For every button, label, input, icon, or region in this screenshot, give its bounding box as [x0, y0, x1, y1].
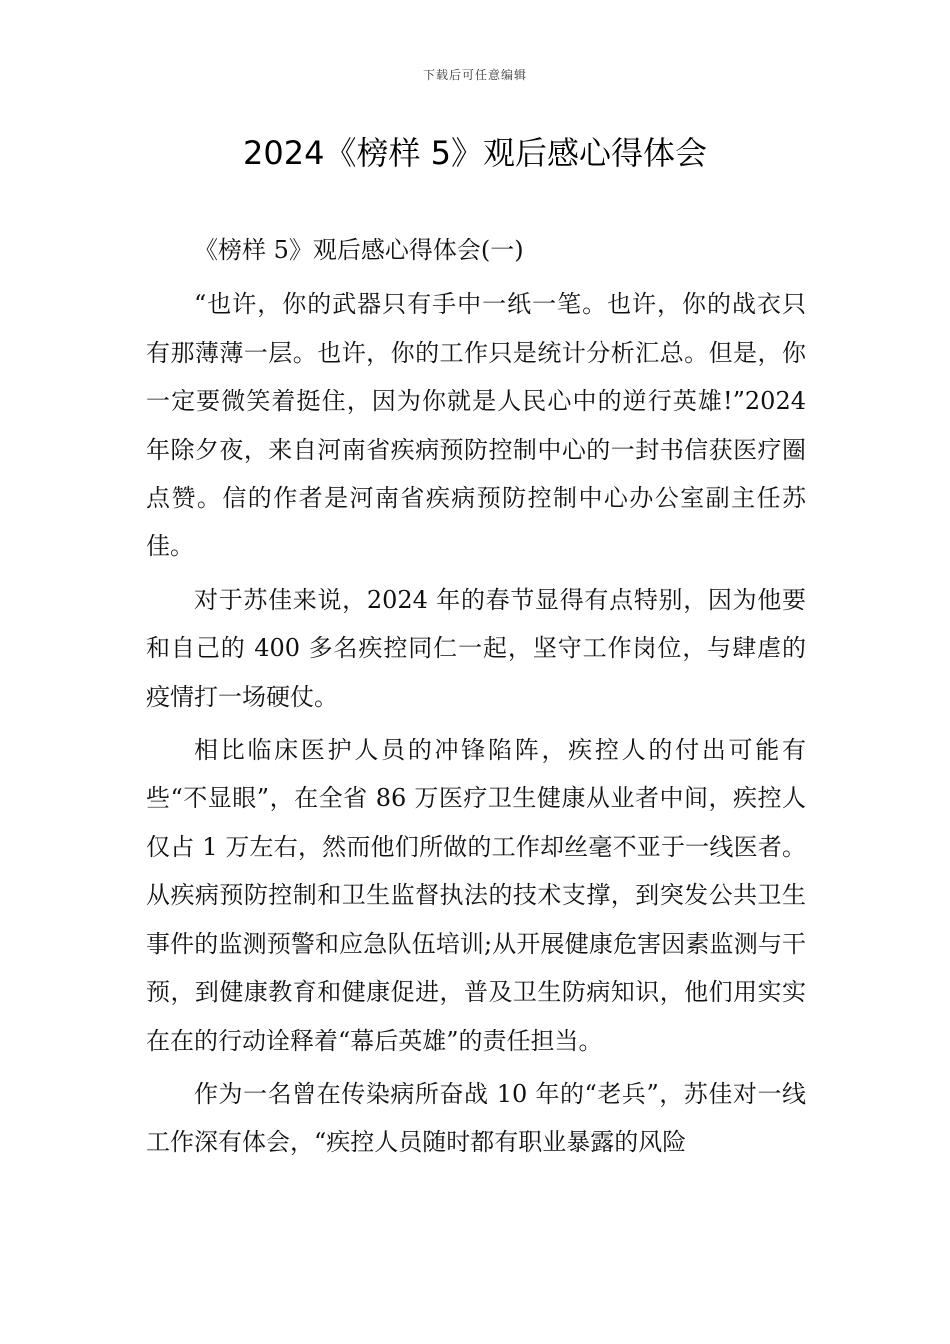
header-note: 下载后可任意编辑	[422, 68, 527, 82]
paragraph-3: 相比临床医护人员的冲锋陷阵，疾控人的付出可能有些“不显眼”，在全省 86 万医疗卫生健康从业者中间，疾控人仅占 1 万左右，然而他们所做的工作却丝毫不亚于一线医者。从疾病预防控制和卫生监督执法的技术支撑，到突发公共卫生事件的监测预警和应急队伍培训;从开展健康危害因素监测与干预，到健康教育和健康促进，普及卫生防病知识，他们用实实在在的行动诠释着“幕后英雄”的责任担当。	[146, 736, 806, 1055]
paragraph-4: 作为一名曾在传染病所奋战 10 年的“老兵”，苏佳对一线工作深有体会，“疾控人员随时都有职业暴露的风险	[146, 1079, 806, 1157]
paragraph-1: “也许，你的武器只有手中一纸一笔。也许，你的战衣只有那薄薄一层。也许，你的工作只是统计分析汇总。但是，你一定要微笑着挺住，因为你就是人民心中的逆行英雄!”2024 年除夕夜，来自河南省疾病预防控制中心的一封书信获医疗圈点赞。信的作者是河南省疾病预防控制中心办公室副主任苏佳。	[146, 290, 806, 561]
section-subheading: 《榜样 5》观后感心得体会(一)	[194, 236, 524, 264]
paragraph-2: 对于苏佳来说，2024 年的春节显得有点特别，因为他要和自己的 400 多名疾控同仁一起，坚守工作岗位，与肆虐的疫情打一场硬仗。	[146, 585, 806, 711]
document-body	[146, 226, 806, 1167]
document-title: 2024《榜样 5》观后感心得体会	[243, 134, 707, 172]
